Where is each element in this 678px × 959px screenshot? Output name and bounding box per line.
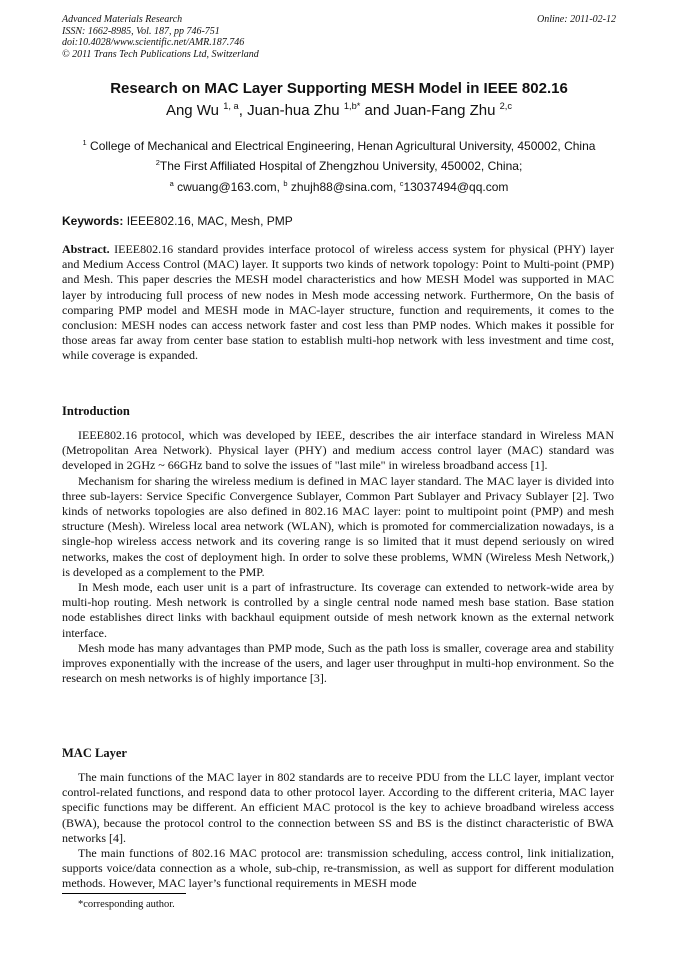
- author-name: Juan-hua Zhu: [247, 102, 340, 119]
- paper-title: Research on MAC Layer Supporting MESH Model in IEEE 802.16: [110, 80, 568, 97]
- paragraph: Mechanism for sharing the wireless medium is defined in MAC layer standard. The MAC layer is divided into three sub-layers: Service Specific Convergence Sublayer, Common Part Sublayer and Privacy Sublayer [2]. Two kinds of networks topologies are also defined in 802.16 MAC layer: point to multipoint point (PMP) and mesh structure (Mesh). Wireless local area network (WLAN), which is promoted for commercialization nowadays, is a single-hop wireless access network and its covering range is so limited that it must depend seriously on wired networks, makes the cost of deployment high. In order to solve these problems, WMN (Wireless Mesh Network,) is developed as a complement to the PMP.: [62, 473, 614, 579]
- paragraph: In Mesh mode, each user unit is a part of infrastructure. Its coverage can extended to network-wide area by multi-hop routing. Mesh network is controlled by a single central node named mesh base station. Base station node establishes direct links with backhaul equipment outside of mesh network known as the external network interface.: [62, 580, 614, 640]
- paragraph: Mesh mode has many advantages than PMP mode, Such as the path loss is smaller, coverage area and stability improves exponentially with the increase of the users, and lager user throughput in multi-hop environment. So the research on mesh networks is of highly importance [3].: [62, 640, 614, 686]
- author-sup: 1, a: [223, 101, 239, 111]
- section-heading-mac-layer: MAC Layer: [62, 746, 127, 760]
- paragraph: The main functions of the MAC layer in 802 standards are to receive PDU from the LLC layer, implant vector control-related functions, and respond data to other protocol layer. According to the different criteria, MAC layer specific functions may be different. An efficient MAC protocol is the key to achieve broadband wireless access (BWA), because the protocol control to the connection between SS and BS is the distinct characteristic of BWA networks [4].: [62, 770, 614, 845]
- author-separator: ,: [238, 102, 243, 119]
- affiliation-2: [0, 159, 678, 173]
- abstract-label: Abstract.: [62, 242, 110, 256]
- email: 13037494@qq.com: [403, 180, 509, 194]
- email-sup: a: [169, 179, 174, 188]
- author-name: Juan-Fang Zhu: [393, 102, 496, 119]
- abstract-text: IEEE802.16 standard provides interface protocol of wireless access system for physical (PHY) layer and Medium Access Control (MAC) layer. It supports two kinds of network topology: Point to Multi-point (PMP) and Mesh. This paper descries the MESH model characteristics and how MESH Model was supported in MAC layer by introducing full process of new nodes in Mesh mode accessing network. Furthermore, On the basis of comparing PMP model and MESH mode in MAC-layer structure, function and requirements, it comes to the conclusion: MESH nodes can access network faster and cost less than PMP nodes. Which makes it possible for those areas far away from center base station to establish multi-hop network with less investment and time cost, while coverage is expanded.: [62, 242, 615, 363]
- affiliation-sup: 1: [82, 138, 87, 147]
- paragraph: IEEE802.16 protocol, which was developed by IEEE, describes the air interface standard in Wireless MAN (Metropolitan Area Network). Physical layer (PHY) and medium access control layer (MAC) standard was developed in 2GHz ~ 66GHz band to solve the issues of "last mile" in wireless broadband access [1].: [62, 428, 614, 473]
- issn-line: ISSN: 1662-8985, Vol. 187, pp 746-751: [62, 25, 220, 37]
- author-sup: 2,c: [499, 101, 513, 111]
- introduction-body: [62, 428, 614, 686]
- affiliation-sup: 2: [155, 158, 160, 167]
- email-sup: c: [399, 179, 404, 188]
- keywords-label: Keywords:: [62, 214, 124, 228]
- paragraph: The main functions of 802.16 MAC protocol are: transmission scheduling, access control, link initialization, supports voice/data connection as a whole, sub-chip, re-transmission, as well as support for different modulation methods. However, MAC layer’s functional requirements in MESH mode: [62, 846, 614, 891]
- section-heading-introduction: Introduction: [62, 404, 130, 418]
- running-header: [62, 14, 616, 60]
- keywords-text: IEEE802.16, MAC, Mesh, PMP: [126, 214, 293, 228]
- footnote: *corresponding author.: [78, 899, 175, 910]
- author-list: [0, 102, 678, 119]
- doi-line: doi:10.4028/www.scientific.net/AMR.187.746: [62, 37, 245, 48]
- email: zhujh88@sina.com,: [290, 180, 397, 194]
- author-sup: 1,b*: [343, 101, 361, 111]
- email: cwuang@163.com,: [177, 180, 280, 194]
- journal-name: Advanced Materials Research: [62, 14, 183, 25]
- online-date: Online: 2011-02-12: [537, 14, 616, 25]
- affiliation-1: [0, 139, 678, 153]
- author-name: Ang Wu: [165, 102, 220, 119]
- email-sup: b: [283, 179, 288, 188]
- copyright-line: © 2011 Trans Tech Publications Ltd, Switzerland: [62, 48, 259, 60]
- abstract: [62, 242, 614, 364]
- email-line: [0, 180, 678, 194]
- keywords: [62, 214, 293, 228]
- mac-layer-body: [62, 770, 614, 892]
- author-separator: and: [364, 102, 390, 119]
- affiliation-text: The First Affiliated Hospital of Zhengzhou University, 450002, China;: [159, 159, 523, 173]
- footnote-rule: [62, 893, 186, 894]
- affiliation-text: College of Mechanical and Electrical Engineering, Henan Agricultural University, 450002, China: [90, 139, 596, 153]
